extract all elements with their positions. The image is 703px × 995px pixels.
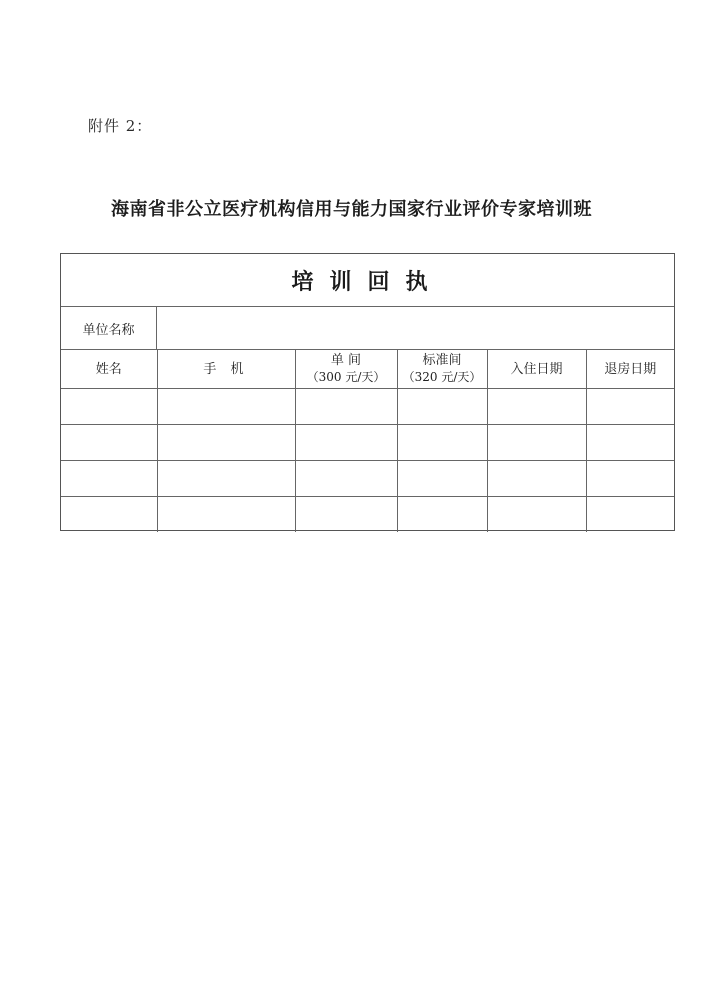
check-out-date-label: 退房日期 — [604, 361, 657, 377]
single-room-cell[interactable] — [295, 389, 397, 425]
standard-room-cell[interactable] — [397, 497, 487, 533]
form-heading: 培训回执 — [61, 254, 674, 307]
column-header-standard-room — [397, 350, 487, 389]
standard-room-cell[interactable] — [397, 389, 487, 425]
table-row — [61, 461, 674, 497]
check-in-cell[interactable] — [487, 497, 586, 533]
column-header-name-label: 姓名 — [95, 361, 122, 377]
check-in-cell[interactable] — [487, 389, 586, 425]
phone-cell[interactable] — [157, 425, 295, 461]
single-room-cell[interactable] — [295, 461, 397, 497]
receipt-form — [60, 253, 675, 531]
standard-room-price: （320 元/天） — [402, 370, 482, 384]
check-in-cell[interactable] — [487, 425, 586, 461]
table-header-row — [61, 350, 674, 389]
table-row — [61, 425, 674, 461]
single-room-cell[interactable] — [295, 425, 397, 461]
document-title: 海南省非公立医疗机构信用与能力国家行业评价专家培训班 — [111, 199, 592, 220]
single-room-label: 单 间 — [330, 353, 362, 368]
phone-cell[interactable] — [157, 389, 295, 425]
phone-cell[interactable] — [157, 497, 295, 533]
single-room-cell[interactable] — [295, 497, 397, 533]
table-row — [61, 389, 674, 425]
name-cell[interactable] — [61, 461, 157, 497]
check-out-cell[interactable] — [586, 497, 674, 533]
check-out-cell[interactable] — [586, 425, 674, 461]
column-header-phone-label: 手 机 — [203, 361, 249, 377]
check-in-cell[interactable] — [487, 461, 586, 497]
name-cell[interactable] — [61, 425, 157, 461]
name-cell[interactable] — [61, 497, 157, 533]
attachment-label: 附件 2： — [88, 117, 153, 135]
column-header-single-room — [295, 350, 397, 389]
check-out-cell[interactable] — [586, 389, 674, 425]
standard-room-label: 标准间 — [422, 353, 462, 368]
table-row — [61, 497, 674, 533]
single-room-price: （300 元/天） — [306, 370, 386, 384]
unit-name-row — [61, 307, 674, 350]
check-out-cell[interactable] — [586, 461, 674, 497]
unit-name-field[interactable] — [157, 307, 674, 349]
column-header-phone — [157, 350, 295, 389]
column-header-check-in-date — [487, 350, 586, 389]
unit-name-label: 单位名称 — [61, 307, 157, 349]
name-cell[interactable] — [61, 389, 157, 425]
column-header-name — [61, 350, 157, 389]
standard-room-cell[interactable] — [397, 425, 487, 461]
check-in-date-label: 入住日期 — [510, 361, 563, 377]
standard-room-cell[interactable] — [397, 461, 487, 497]
phone-cell[interactable] — [157, 461, 295, 497]
attendee-table — [61, 350, 674, 532]
column-header-check-out-date — [586, 350, 674, 389]
